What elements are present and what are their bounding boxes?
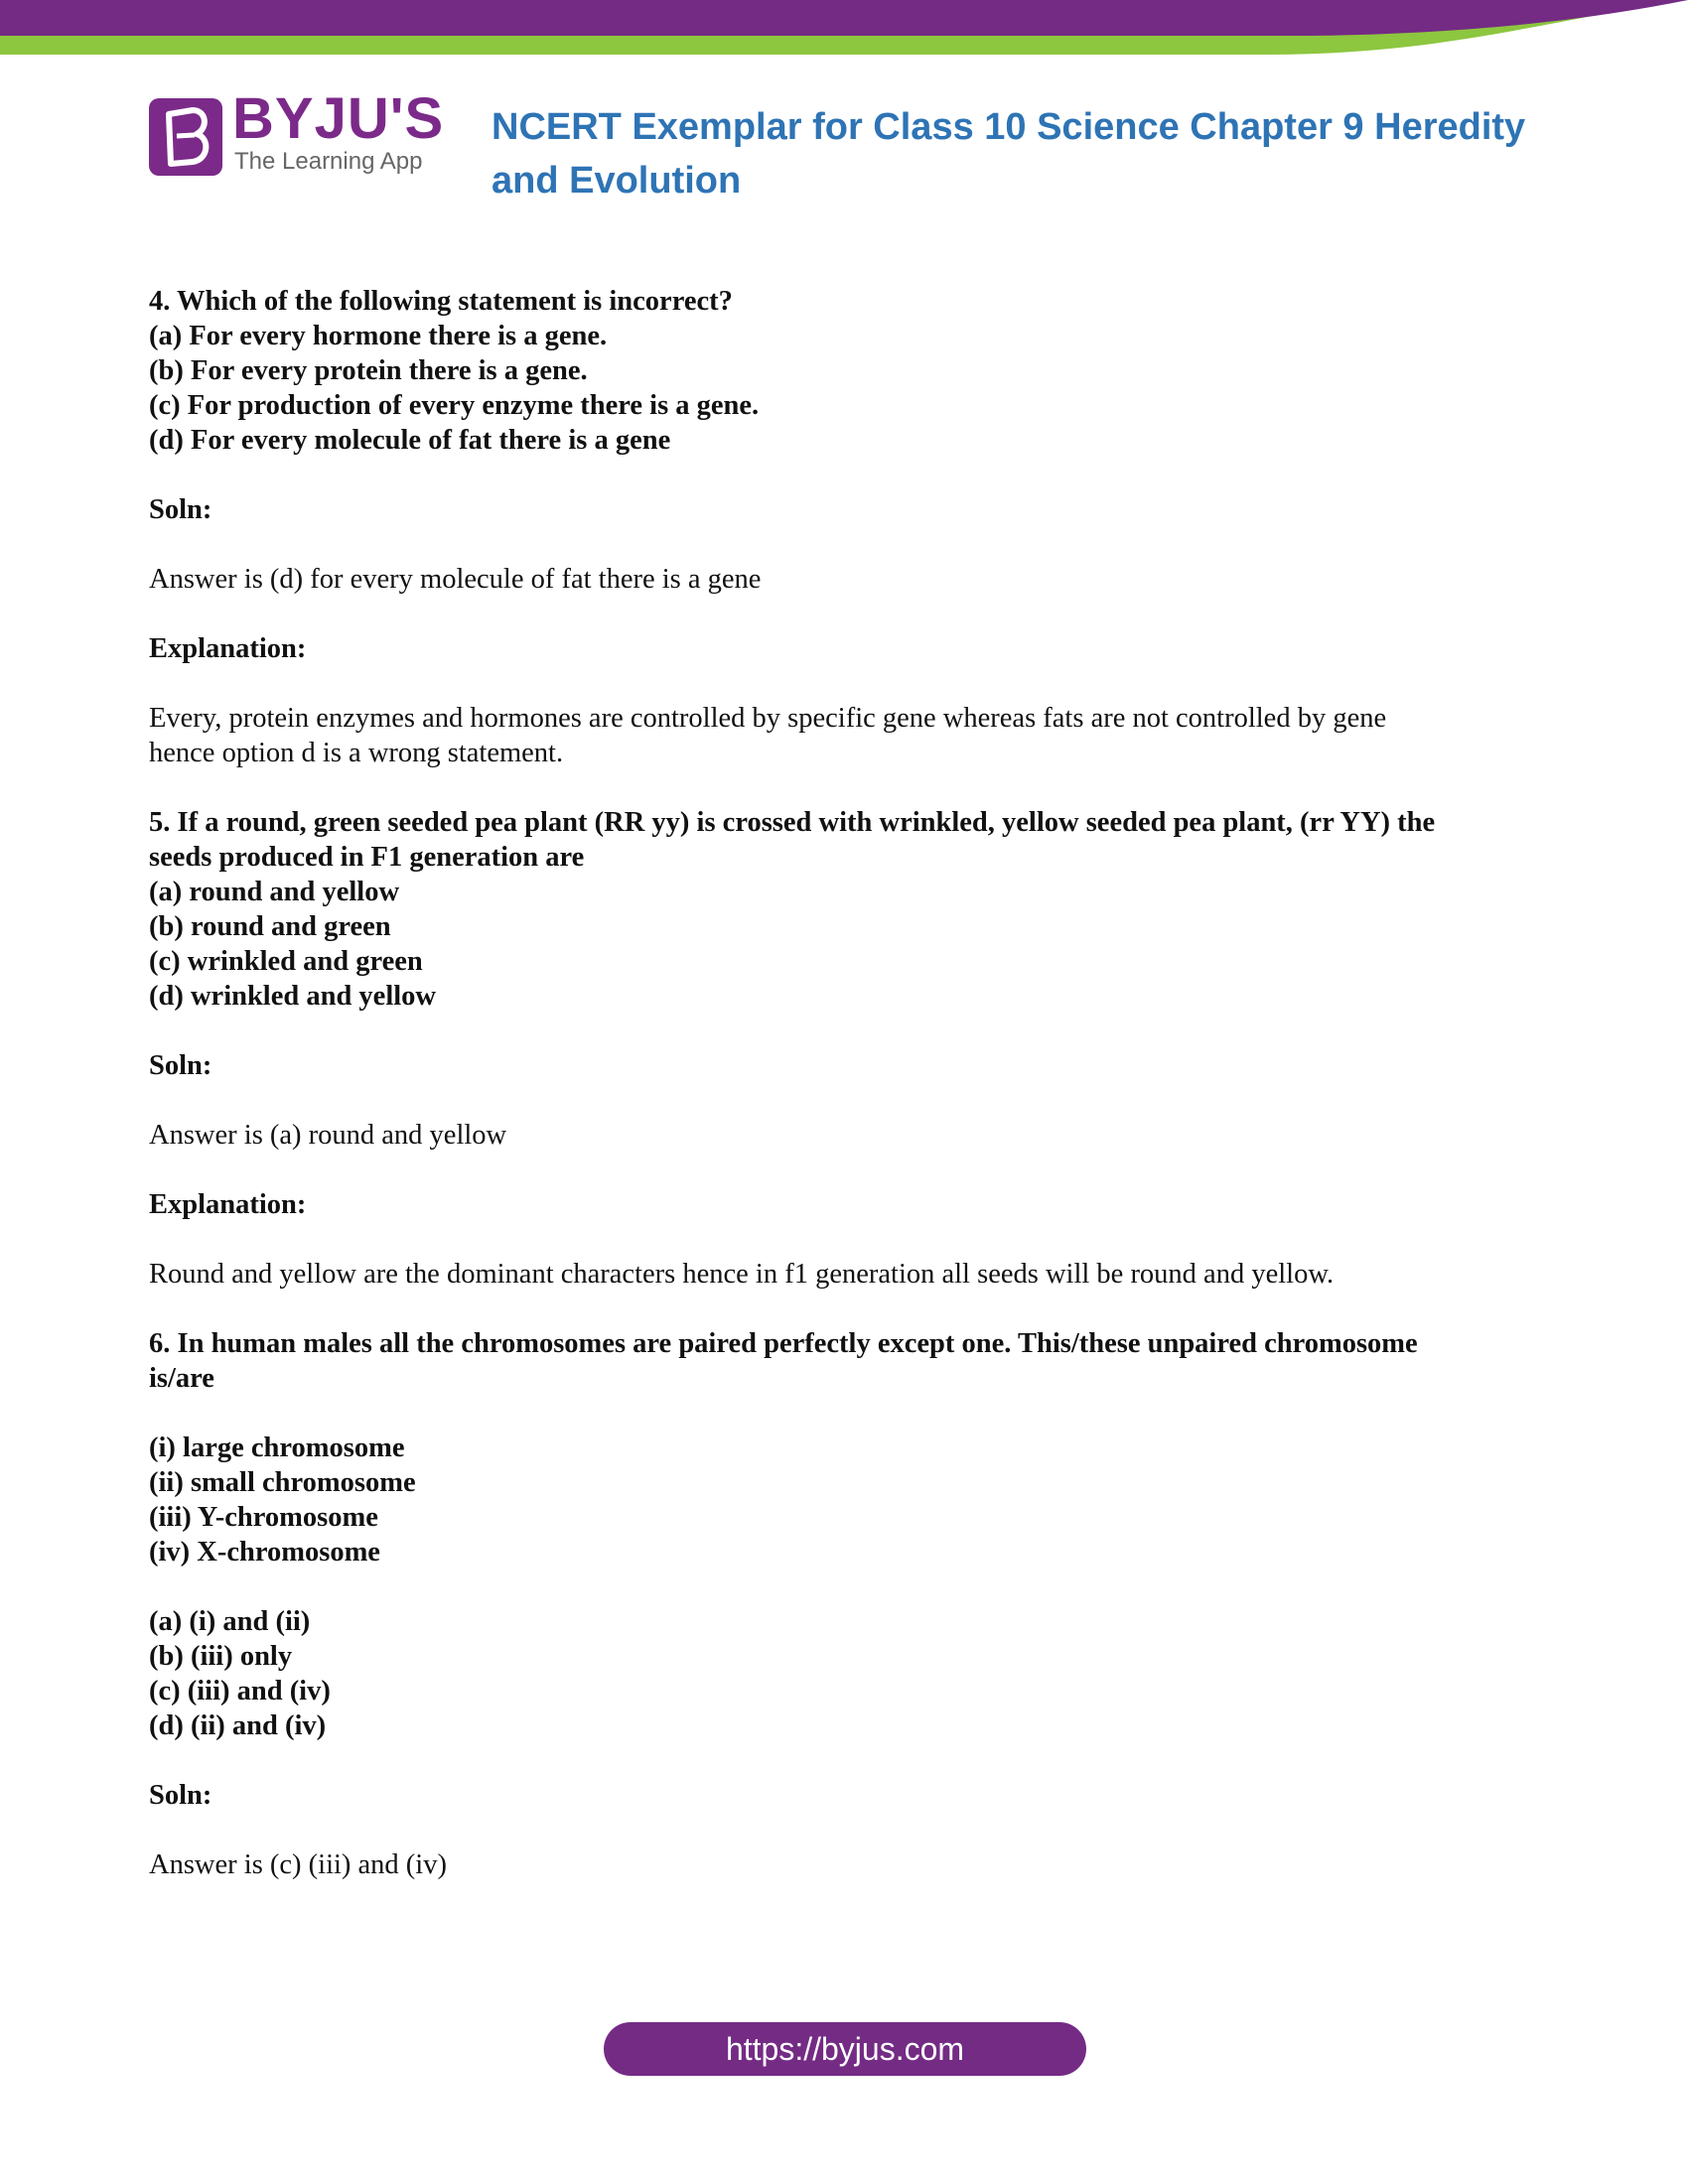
item-ii: (ii) small chromosome [149, 1467, 416, 1498]
question-4 [149, 284, 1539, 805]
document-title [492, 100, 1564, 207]
question-6 [149, 1326, 1539, 1882]
answer-text: Answer is (c) (iii) and (iv) [149, 1849, 447, 1880]
option-a: (a) (i) and (ii) [149, 1606, 311, 1637]
question-line-1: 6. In human males all the chromosomes are paired perfectly except one. This/these unpaired chromosome [149, 1328, 1418, 1359]
option-b: (b) For every protein there is a gene. [149, 355, 588, 386]
item-iii: (iii) Y-chromosome [149, 1502, 378, 1533]
top-decorative-band [0, 0, 1688, 60]
answer-text: Answer is (d) for every molecule of fat there is a gene [149, 564, 762, 595]
question-line-2: is/are [149, 1363, 214, 1394]
question-text: 4. Which of the following statement is incorrect? [149, 286, 733, 317]
option-c: (c) For production of every enzyme there is a gene. [149, 390, 760, 421]
explanation-line-2: hence option d is a wrong statement. [149, 738, 564, 768]
title-line-2: and Evolution [492, 160, 742, 202]
explanation-label: Explanation: [149, 1189, 307, 1220]
byjus-logo [149, 86, 445, 188]
band-shape [0, 0, 1688, 60]
logo-b-icon [149, 98, 222, 176]
explanation-label: Explanation: [149, 633, 307, 664]
question-line-2: seeds produced in F1 generation are [149, 842, 585, 873]
footer-url-link[interactable]: https://byjus.com [604, 2022, 1086, 2076]
option-a: (a) For every hormone there is a gene. [149, 321, 608, 351]
item-iv: (iv) X-chromosome [149, 1537, 380, 1568]
option-d: (d) (ii) and (iv) [149, 1710, 327, 1741]
question-line-1: 5. If a round, green seeded pea plant (RR yy) is crossed with wrinkled, yellow seeded pea plant, (rr YY) the [149, 807, 1436, 838]
soln-label: Soln: [149, 1050, 212, 1081]
option-a: (a) round and yellow [149, 877, 400, 907]
document-body [149, 284, 1539, 1882]
page-header [149, 86, 1589, 223]
logo-tagline: The Learning App [234, 148, 423, 175]
soln-label: Soln: [149, 1780, 212, 1811]
option-d: (d) For every molecule of fat there is a gene [149, 425, 671, 456]
soln-label: Soln: [149, 494, 212, 525]
option-c: (c) wrinkled and green [149, 946, 423, 977]
option-b: (b) (iii) only [149, 1641, 293, 1672]
answer-text: Answer is (a) round and yellow [149, 1120, 507, 1151]
explanation-line-1: Every, protein enzymes and hormones are controlled by specific gene whereas fats are not controlled by gene [149, 703, 1387, 734]
item-i: (i) large chromosome [149, 1433, 405, 1463]
option-d: (d) wrinkled and yellow [149, 981, 436, 1012]
title-line-1: NCERT Exemplar for Class 10 Science Chapter 9 Heredity [492, 106, 1526, 148]
question-5 [149, 805, 1539, 1326]
explanation-text: Round and yellow are the dominant characters hence in f1 generation all seeds will be round and yellow. [149, 1259, 1335, 1290]
logo-brand-name: BYJU'S [232, 86, 445, 151]
option-b: (b) round and green [149, 911, 391, 942]
option-c: (c) (iii) and (iv) [149, 1676, 331, 1706]
